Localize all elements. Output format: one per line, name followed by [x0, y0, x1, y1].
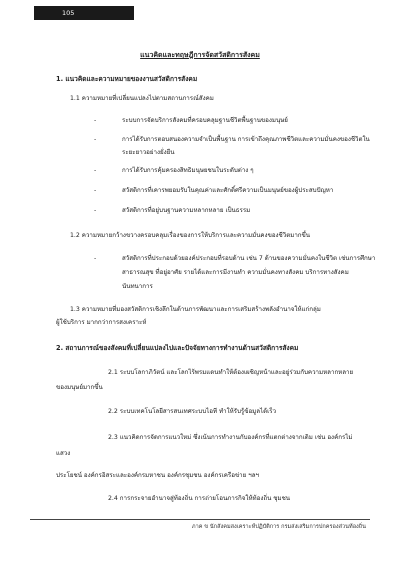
paragraph-2-3-continued: แสวง: [56, 450, 71, 457]
sub2-heading: 1.2 ความหมายกว้างขวางครอบคลุมเรื่องของการให้บริการและความมั่นคงของชีวิตมากขึ้น: [70, 232, 311, 239]
page-number: 105: [34, 6, 134, 20]
footer-divider: [30, 519, 370, 520]
section1-heading: 1. แนวคิดและความหมายของงานสวัสดิการสังคม: [56, 75, 198, 83]
page-footer: ภาค ข นักสังคมสงเคราะห์ปฏิบัติการ กรมส่งเสริมการปกครองส่วนท้องถิ่น: [191, 524, 366, 530]
sub3-paragraph-continued: ผู้ใช้บริการ มากกว่าการสงเคราะห์: [56, 319, 147, 326]
list-item-continued: ระยะยาวอย่างยั่งยืน: [122, 149, 175, 156]
list-item: ระบบการจัดบริการสังคมที่ครอบคลุมฐานชีวิตพื้นฐานของมนุษย์: [122, 117, 288, 124]
page-title: แนวคิดและทฤษฎีการจัดสวัสดิการสังคม: [140, 51, 260, 59]
bullet-dash: -: [94, 136, 97, 143]
bullet-dash: -: [94, 167, 97, 174]
paragraph-2-3: 2.3 แนวคิดการจัดการแนวใหม่ ซึ่งเน้นการทำงานกับองค์กรที่แตกต่างจากเดิม เช่น องค์กรไม่: [108, 434, 353, 441]
bullet-dash: -: [94, 207, 97, 214]
paragraph-2-4: 2.4 การกระจายอำนาจสู่ท้องถิ่น การถ่ายโอนภารกิจให้ท้องถิ่น ชุมชน: [108, 495, 290, 502]
sub1-heading: 1.1 ความหมายที่เปลี่ยนแปลงไปตามสถานการณ์สังคม: [70, 95, 214, 102]
list-item: สวัสดิการที่ประกอบด้วยองค์ประกอบที่รอบด้าน เช่น 7 ด้านของความมั่นคงในชีวิต เช่นการศึกษา: [122, 255, 376, 262]
paragraph-2-1-continued: ของมนุษย์มากขึ้น: [56, 384, 103, 391]
list-item: การได้รับการคุ้มครองสิทธิมนุษยชนในระดับต่าง ๆ: [122, 167, 254, 174]
sub3-paragraph: 1.3 ความหมายที่มองสวัสดิการเชิงลึกในด้านการพัฒนาและการเสริมสร้างพลังอำนาจให้แก่กลุ่ม: [70, 306, 321, 313]
bullet-dash: -: [94, 255, 97, 262]
paragraph-2-1: 2.1 ระบบโลกาภิวัตน์ และโลกไร้พรมแดนทำให้ต้องเผชิญหน้าและอยู่ร่วมกับความหลากหลาย: [108, 369, 354, 376]
paragraph-2-3-continued: ประโยชน์ องค์กรอิสระและองค์กรมหาชน องค์กรชุมชน องค์กรเครือข่าย ฯลฯ: [56, 472, 259, 479]
list-item-continued: สาธารณสุข ที่อยู่อาศัย รายได้และการมีงานทำ ความมั่นคงทางสังคม บริการทางสังคม: [122, 269, 349, 276]
list-item: สวัสดิการที่เคารพยอมรับในคุณค่าและศักดิ์ศรีความเป็นมนุษย์ของผู้ประสบปัญหา: [122, 187, 334, 194]
section2-heading: 2. สถานการณ์ของสังคมที่เปลี่ยนแปลงไปและปัจจัยทางการทำงานด้านสวัสดิการสังคม: [56, 344, 299, 352]
list-item: การได้รับการตอบสนองความจำเป็นพื้นฐาน การเข้าถึงคุณภาพชีวิตและความมั่นคงของชีวิตใน: [122, 136, 370, 143]
list-item: สวัสดิการที่อยู่บนฐานความหลากหลาย เป็นธรรม: [122, 207, 251, 214]
bullet-dash: -: [94, 187, 97, 194]
bullet-dash: -: [94, 117, 97, 124]
list-item-continued: นันทนาการ: [122, 283, 153, 290]
paragraph-2-2: 2.2 ระบบเทคโนโลยีสารสนเทศระบบไอที ทำให้รับรู้ข้อมูลได้เร็ว: [108, 408, 277, 415]
